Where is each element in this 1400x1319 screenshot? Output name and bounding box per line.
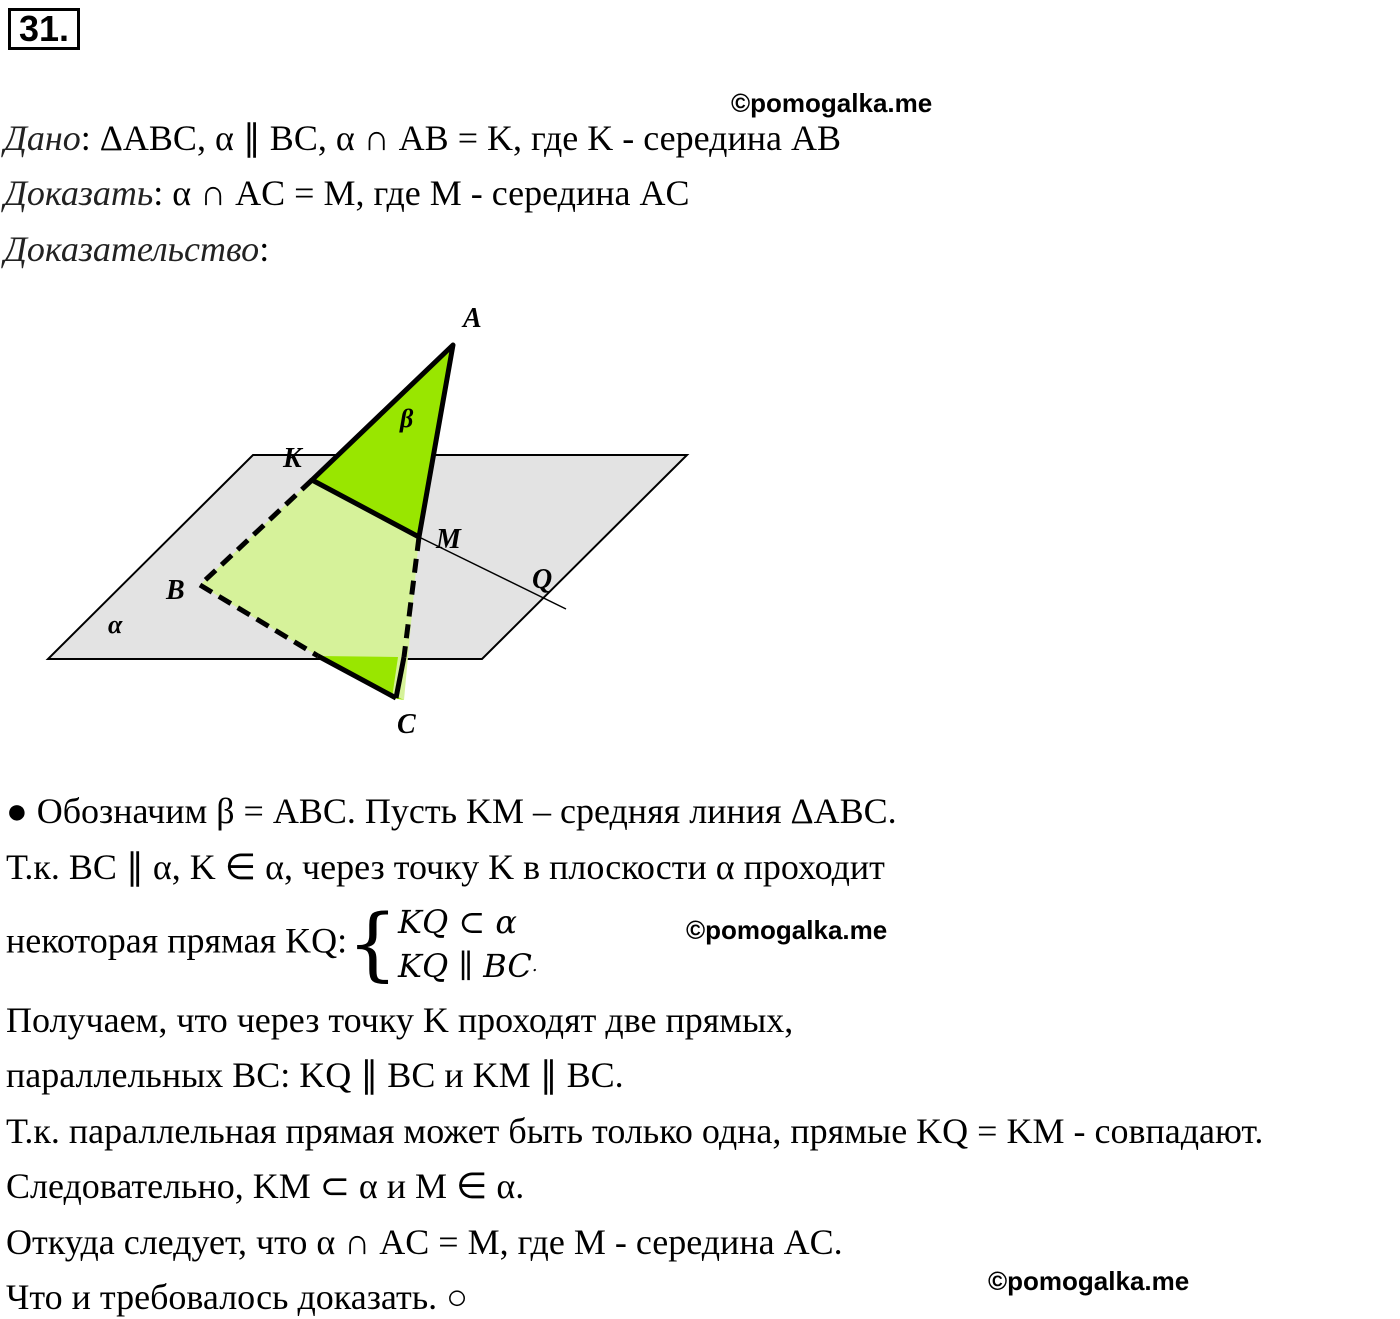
proof-line-6: Т.к. параллельная прямая может быть только одна, прямые KQ = KM - совпадают. — [6, 1111, 1264, 1151]
proof-text: : — [259, 229, 270, 269]
proof-line-1: ● Обозначим β = ABC. Пусть KM – средняя линия ΔABC. — [6, 791, 897, 831]
watermark: ©pomogalka.me — [731, 88, 933, 118]
label-point-q: Q — [532, 564, 553, 595]
given-line — [4, 116, 841, 160]
label-point-b: B — [166, 575, 185, 606]
proof-line-5: параллельных BC: KQ ∥ BC и KM ∥ BC. — [6, 1055, 624, 1095]
system-row-2: KQ ∥ BC. — [398, 947, 538, 985]
watermark: ©pomogalka.me — [686, 915, 888, 945]
given-text: : ΔABC, α ∥ BC, α ∩ AB = K, где K - середина AB — [80, 118, 841, 158]
system-row-1: KQ ⊂ α — [398, 903, 517, 941]
given-label: Дано — [4, 118, 81, 158]
brace: { — [347, 897, 399, 990]
watermark: ©pomogalka.me — [988, 1266, 1190, 1296]
label-point-a: A — [463, 303, 482, 334]
proof-label: Доказательство — [4, 229, 260, 269]
label-plane-alpha: α — [108, 610, 123, 639]
prove-text: : α ∩ AC = M, где M - середина AC — [153, 173, 690, 213]
proof-line-3-text: некоторая прямая KQ: — [6, 920, 348, 961]
geometry-figure — [0, 290, 720, 750]
proof-line-2: Т.к. BC ∥ α, K ∈ α, через точку K в плоскости α проходит — [6, 847, 885, 887]
proof-line-7: Следовательно, KM ⊂ α и M ∈ α. — [6, 1166, 525, 1206]
proof-line-8: Откуда следует, что α ∩ AC = M, где M - середина AC. — [6, 1222, 843, 1262]
proof-line-9: Что и требовалось доказать. ○ — [6, 1277, 468, 1317]
label-point-m: M — [436, 524, 461, 555]
label-point-c: C — [397, 709, 416, 740]
problem-number: 31. — [8, 8, 80, 50]
proof-line-3 — [6, 897, 538, 990]
label-plane-beta: β — [400, 404, 414, 433]
proof-line-4: Получаем, что через точку K проходят две прямых, — [6, 1000, 794, 1040]
prove-label: Доказать — [4, 173, 154, 213]
system-of-conditions — [347, 897, 538, 990]
proof-line — [4, 227, 269, 271]
label-point-k: K — [283, 443, 302, 474]
prove-line — [4, 171, 689, 215]
